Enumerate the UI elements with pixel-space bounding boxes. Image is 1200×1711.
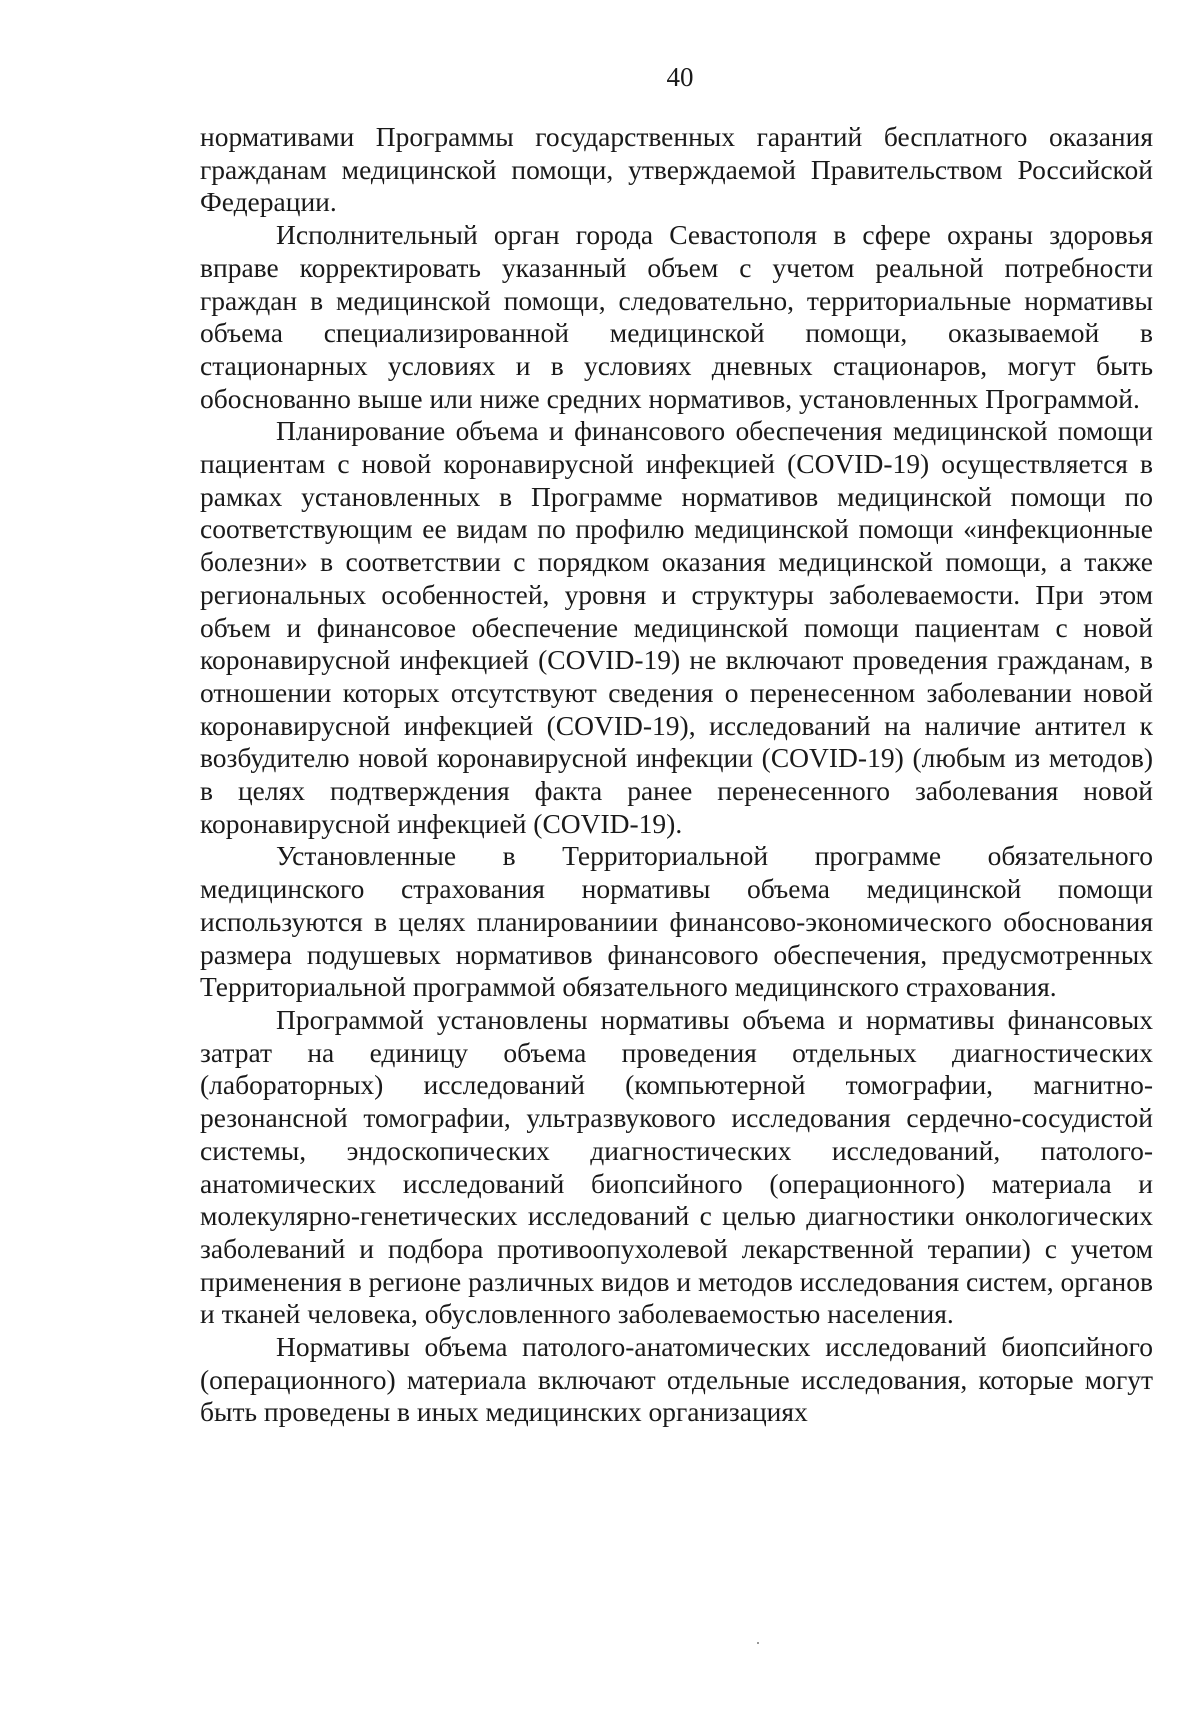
document-body bbox=[200, 121, 1153, 1429]
paragraph-pathology-norms: Нормативы объема патолого-анатомических исследований биопсийного (операционного) материала включают отдельные исследования, которые могут быть проведены в иных медицинских организациях bbox=[200, 1331, 1153, 1428]
scan-speck bbox=[757, 1642, 759, 1644]
paragraph-continuation: нормативами Программы государственных гарантий бесплатного оказания гражданам медицинской помощи, утверждаемой Правительством Российской Федерации. bbox=[200, 121, 1153, 218]
paragraph-diagnostic-norms: Программой установлены нормативы объема и нормативы финансовых затрат на единицу объема проведения отдельных диагностических (лабораторных) исследований (компьютерной томографии, магнитно-резонансной томографии, ультразвукового исследования сердечно-сосудистой системы, эндоскопических диагностических исследований, патолого-анатомических исследований биопсийного (операционного) материала и молекулярно-генетических исследований с целью диагностики онкологических заболеваний и подбора противоопухолевой лекарственной терапии) с учетом применения в регионе различных видов и методов исследования систем, органов и тканей человека, обусловленного заболеваемостью населения. bbox=[200, 1003, 1153, 1330]
paragraph-oms-norms: Установленные в Территориальной программе обязательного медицинского страхования нормативы объема медицинской помощи используются в целях планированиии финансово-экономического обоснования размера подушевых нормативов финансового обеспечения, предусмотренных Территориальной программой обязательного медицинского страхования. bbox=[200, 840, 1153, 1003]
paragraph-sevastopol-authority: Исполнительный орган города Севастополя в сфере охраны здоровья вправе корректировать указанный объем с учетом реальной потребности граждан в медицинской помощи, следовательно, территориальные нормативы объема специализированной медицинской помощи, оказываемой в стационарных условиях и в условиях дневных стационаров, могут быть обоснованно выше или ниже средних нормативов, установленных Программой. bbox=[200, 219, 1153, 414]
page-number: 40 bbox=[666, 62, 694, 92]
paragraph-covid-planning: Планирование объема и финансового обеспечения медицинской помощи пациентам с новой коронавирусной инфекцией (COVID-19) осуществляется в рамках установленных в Программе нормативов медицинской помощи по соответствующим ее видам по профилю медицинской помощи «инфекционные болезни» в соответствии с порядком оказания медицинской помощи, а также региональных особенностей, уровня и структуры заболеваемости. При этом объем и финансовое обеспечение медицинской помощи пациентам с новой коронавирусной инфекцией (COVID-19) не включают проведения гражданам, в отношении которых отсутствуют сведения о перенесенном заболевании новой коронавирусной инфекцией (COVID-19), исследований на наличие антител к возбудителю новой коронавирусной инфекции (COVID-19) (любым из методов) в целях подтверждения факта ранее перенесенного заболевания новой коронавирусной инфекцией (COVID-19). bbox=[200, 415, 1153, 839]
